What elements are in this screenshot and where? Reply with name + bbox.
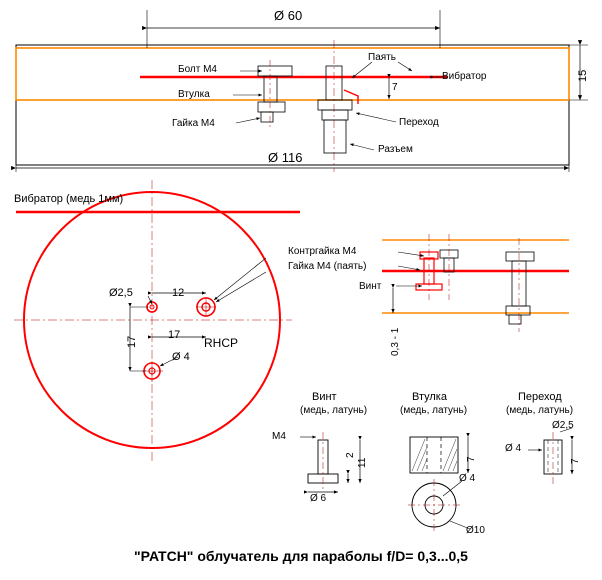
dim-diameter-10-vtulka: Ø10	[466, 525, 485, 536]
dim-diameter-4-perehod: Ø 4	[505, 443, 522, 454]
label-vibrator-note: Вибратор (медь 1мм)	[14, 193, 124, 205]
dim-2-vint: 2	[345, 452, 356, 458]
label-gaika-m4-payat: Гайка М4 (паять)	[288, 261, 367, 272]
dim-diameter-6-vint: Ø 6	[310, 493, 327, 504]
dim-height-7: 7	[392, 82, 398, 93]
part-name-perehod: Переход	[518, 391, 562, 403]
dim-diameter-2-5: Ø2,5	[109, 287, 133, 299]
dim-height-15: 15	[577, 69, 589, 82]
dim-diameter-4-circle: Ø 4	[172, 351, 190, 363]
part-material-perehod: (медь, латунь)	[506, 405, 574, 416]
dim-17-horizontal: 17	[168, 329, 181, 341]
dim-diameter-4-vtulka: Ø 4	[459, 473, 476, 484]
label-rhcp: RHCP	[204, 336, 239, 350]
label-razem: Разъем	[378, 144, 413, 155]
label-bolt-m4: Болт М4	[178, 64, 217, 75]
dim-11-vint: 11	[357, 457, 368, 468]
dim-diameter-2-5-perehod: Ø2,5	[552, 420, 574, 431]
part-name-vtulka: Втулка	[412, 391, 447, 403]
label-perehod-top: Переход	[399, 117, 439, 128]
label-payat: Паять	[368, 52, 396, 63]
label-vibrator-top: Вибратор	[442, 71, 487, 82]
dim-m4-vint: М4	[272, 431, 286, 442]
label-kontrgaika-m4: Контргайка М4	[288, 246, 357, 257]
dim-diameter-60: Ø 60	[274, 8, 303, 23]
dim-gap-0-3-1: 0,3 - 1	[390, 327, 401, 356]
drawing-title: "PATCH" облучатель для параболы f/D= 0,3...0,5	[134, 548, 468, 564]
dim-17-vertical: 17	[126, 335, 138, 348]
label-vint-detail: Винт	[359, 281, 382, 292]
dim-7-vtulka: 7	[466, 456, 477, 462]
part-name-vint: Винт	[312, 391, 337, 403]
label-gaika-m4: Гайка М4	[172, 118, 215, 129]
part-material-vint: (медь, латунь)	[300, 405, 368, 416]
dim-7-perehod: 7	[570, 458, 581, 464]
dim-12: 12	[172, 287, 185, 299]
label-vtulka: Втулка	[178, 89, 210, 100]
part-material-vtulka: (медь, латунь)	[400, 405, 468, 416]
dim-diameter-116: Ø 116	[268, 150, 303, 165]
